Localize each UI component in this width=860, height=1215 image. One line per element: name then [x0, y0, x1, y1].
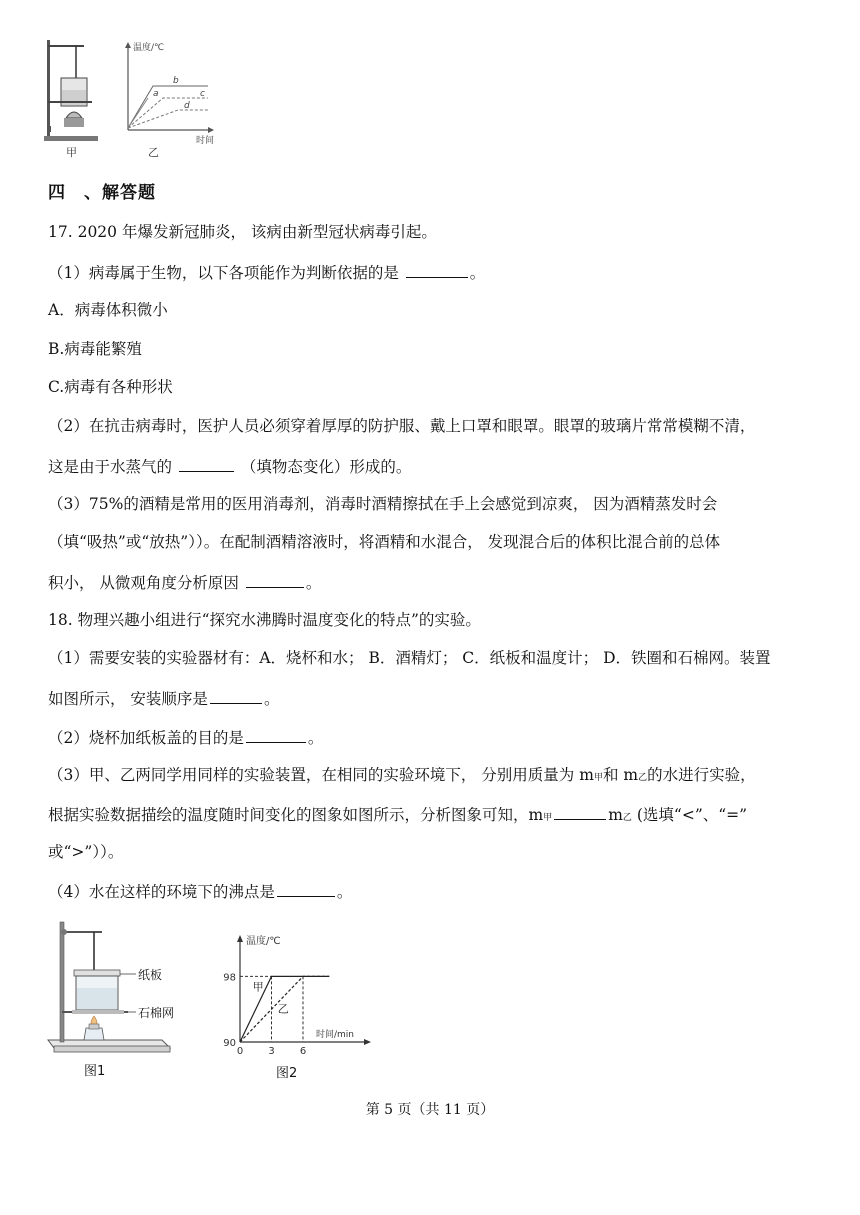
- top-graph-ylabel: 温度/℃: [133, 43, 165, 53]
- figure2-caption: 图2: [276, 1066, 298, 1081]
- fig2-xlabel: 时间/min: [316, 1030, 355, 1040]
- q18-sub-jia-2: 甲: [543, 813, 553, 823]
- fig2-ytick-label: 90: [223, 1038, 236, 1049]
- q18-part2-text: （2）烧杯加纸板盖的目的是: [48, 729, 244, 747]
- q17-part3-line2: （填“吸热”或“放热”））。在配制酒精溶液时，将酒精和水混合， 发现混合后的体积比混合前的总体: [48, 533, 721, 551]
- q18-part3-line3: 或“>”））。: [48, 843, 124, 861]
- q18-part1-end: 。: [263, 690, 280, 708]
- figure1-caption: 图1: [84, 1064, 106, 1079]
- q18-sub-yi-2: 乙: [622, 813, 632, 823]
- q18-part1-text: 如图所示， 安装顺序是: [48, 690, 208, 708]
- q18-part4-text: （4）水在这样的环境下的沸点是: [48, 883, 275, 901]
- q18-part1-line1: （1）需要安装的实验器材有：A．烧杯和水； B．酒精灯； C．纸板和温度计； D．铁圈和石棉网。装置: [48, 649, 771, 667]
- q18-part2-blank[interactable]: [246, 726, 306, 743]
- fig2-xtick-label: 0: [236, 1046, 244, 1057]
- q17-part3-text: 积小， 从微观角度分析原因: [48, 574, 244, 592]
- q18-part4-blank[interactable]: [277, 880, 335, 897]
- q17-part1-end: 。: [469, 264, 486, 282]
- q17-part1: [48, 261, 485, 283]
- top-figure-apparatus: [44, 38, 100, 158]
- figure1-label-cardboard: 纸板: [138, 968, 163, 982]
- page-footer: 第 5 页（共 11 页）: [365, 1102, 495, 1118]
- q18-part3-text-c: 的水进行实验，: [647, 766, 756, 784]
- q18-part2: [48, 726, 323, 748]
- q17-option-a: A．病毒体积微小: [48, 301, 168, 319]
- top-graph-xlabel: 时间: [196, 136, 215, 146]
- q18-part2-end: 。: [307, 729, 324, 747]
- fig2-x-arrow: [364, 1039, 371, 1045]
- top-figure-graph: [118, 40, 218, 156]
- q17-part2-text-end: （填物态变化）形成的。: [235, 458, 412, 476]
- q18-part3-m: m: [608, 806, 623, 824]
- figure1-label-gauze: 石棉网: [138, 1006, 175, 1020]
- q18-stem: 18. 物理兴趣小组进行“探究水沸腾时温度变化的特点”的实验。: [48, 611, 481, 629]
- q17-part1-text: （1）病毒属于生物，以下各项能作为判断依据的是: [48, 264, 404, 282]
- curve-label-c: c: [200, 89, 205, 99]
- q17-part2-blank[interactable]: [179, 455, 234, 472]
- fig2-series-label-jia: 甲: [252, 980, 264, 994]
- q17-option-c: C.病毒有各种形状: [48, 378, 173, 396]
- curve-label-a: a: [153, 89, 159, 99]
- q17-part3-line1: （3）75%的酒精是常用的医用消毒剂，消毒时酒精擦拭在手上会感觉到凉爽， 因为酒精蒸发时会: [48, 495, 718, 513]
- q18-part3-line2: [48, 803, 747, 828]
- q18-sub-jia: 甲: [593, 773, 603, 783]
- top-figure-left-caption: 甲: [66, 146, 77, 159]
- fig2-xtick-label: 3: [268, 1046, 275, 1057]
- q17-part3-blank[interactable]: [246, 571, 304, 588]
- q18-part3-line2-text: 根据实验数据描绘的温度随时间变化的图象如图所示，分析图象可知，m: [48, 806, 544, 824]
- q17-option-b: B.病毒能繁殖: [48, 340, 142, 358]
- q17-part3-end: 。: [305, 574, 322, 592]
- q18-part3-blank[interactable]: [554, 803, 606, 820]
- top-figure-right-caption: 乙: [148, 146, 159, 159]
- figure1-apparatus: [44, 918, 174, 1063]
- fig2-ylabel: 温度/℃: [246, 936, 281, 947]
- q18-part3-line1: [48, 765, 756, 788]
- q17-stem: 17. 2020 年爆发新冠肺炎， 该病由新型冠状病毒引起。: [48, 223, 437, 241]
- q17-part1-blank[interactable]: [406, 261, 468, 278]
- fig2-xtick-label: 6: [299, 1046, 307, 1057]
- figure2-chart: [218, 930, 378, 1060]
- q18-part3-choice: (选填“<”、“=”: [631, 806, 748, 824]
- curve-label-d: d: [184, 101, 190, 111]
- fig2-y-arrow: [237, 935, 243, 942]
- q17-part2-line2: [48, 455, 411, 477]
- fig2-series-label-yi: 乙: [277, 1002, 289, 1016]
- curve-label-b: b: [173, 76, 179, 86]
- q17-part3-line3: [48, 571, 321, 593]
- q18-part3-text-a: （3）甲、乙两同学用同样的实验装置，在相同的实验环境下， 分别用质量为 m: [48, 766, 594, 784]
- q18-part3-text-b: 和 m: [602, 766, 639, 784]
- fig2-ytick-label: 98: [223, 972, 236, 984]
- q17-part2-text: 这是由于水蒸气的: [48, 458, 177, 476]
- q18-part1-line2: [48, 687, 279, 709]
- q18-part1-blank[interactable]: [210, 687, 262, 704]
- section-heading: 四 、解答题: [48, 183, 156, 203]
- q18-part4-end: 。: [336, 883, 353, 901]
- q18-sub-yi: 乙: [638, 773, 648, 783]
- q17-part2-line1: （2）在抗击病毒时，医护人员必须穿着厚厚的防护服、戴上口罩和眼罩。眼罩的玻璃片常常模糊不清，: [48, 417, 756, 435]
- q18-part4: [48, 880, 352, 902]
